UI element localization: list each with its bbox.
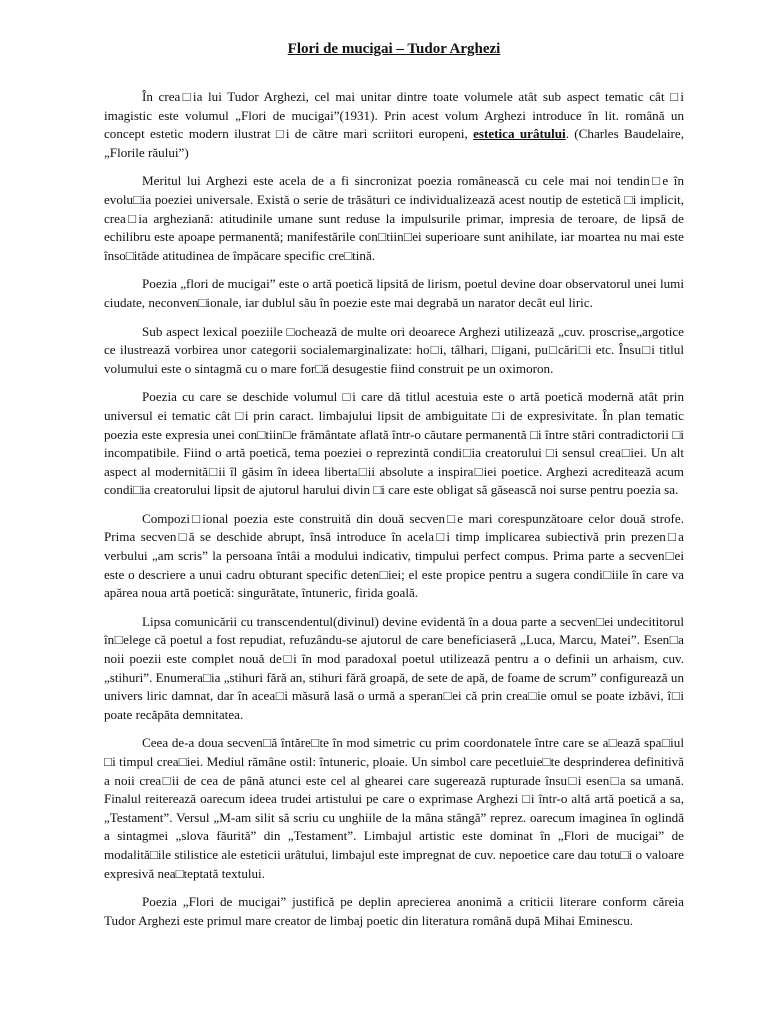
paragraph-9: Poezia „Flori de mucigai” justifică pe deplin aprecierea anonimă a criticii literare conform căreia Tudor Arghezi este primul mare creator de limbaj poetic din literatura română după Mihai Eminescu.	[104, 894, 684, 928]
paragraph-1-text-after: . (Charles Baudelaire, „Florile răului”)	[104, 126, 684, 160]
document-title: Flori de mucigai – Tudor Arghezi	[287, 41, 501, 57]
paragraph-7: Lipsa comunicării cu transcendentul(divinul) devine evidentă în a doua parte a secven□ei undecititorul în□elege că poetul a fost repudiat, refuzându-se ajutorul de care beneficiaseră „Luca, Marcu, Matei”. Esen□a noii poezii este complet nouă de□i în mod paradoxal poetul utilizează pentru a o definii un arhaism, cuv. „stihuri”. Enumera□ia „stihuri fără an, stihuri fără groapă, de sete de apă, de foame de scrum” configurează un univers liric damnat, dar în acea□i măsură lasă o urmă a speran□ei că prin crea□ie omul se poate izbăvi, î□i poate recăpăta demnitatea.	[104, 613, 684, 722]
document-page	[104, 40, 684, 940]
paragraph-1	[104, 88, 684, 162]
paragraph-6: Compozi□ional poezia este construită din două secven□e mari corespunzătoare celor două strofe. Prima secven□ă se deschide abrupt, însă introduce în acela□i timp implicarea subiectivă prin prezen□a verbului „am scris” la persoana întâi a modului indicativ, timpului perfect compus. Prima parte a secven□ei este o descriere a unui cadru obturant specific deten□iei; el este propice pentru a sugera condi□iile în care va apărea noua artă poetică: singurătate, întuneric, firida goală.	[104, 510, 684, 601]
paragraph-1-text-before: În crea□ia lui Tudor Arghezi, cel mai unitar dintre toate volumele atât sub aspect tematic cât □i imagistic este volumul „Flori de mucigai”(1931). Prin acest volum Arghezi introduce în lit. română un concept estetic modern ilustrat □i de către mari scriitori europeni,	[104, 89, 684, 142]
paragraph-8: Ceea de-a doua secven□ă întăre□te în mod simetric cu prim coordonatele între care se a□ează spa□iul □i timpul crea□iei. Mediul rămâne ostil: întuneric, ploaie. Un simbol care pecetluie□te desprinderea definitivă a noii crea□ii de cea de până atunci este cel al ghearei care sugerează rupturade însu□i esen□a sa umană. Finalul reiterează oarecum ideea trudei artistului pe care o exprimase Arghezi □i într-o altă artă poetică a sa, „Testament”. Versul „M-am silit să scriu cu unghiile de la mâna stângă” reprez. oarecum imaginea în oglindă a sintagmei „slova făurită” din „Testament”. Limbajul artistic este dominat în „Flori de mucigai” de modalită□ile stilistice ale esteticii urâtului, limbajul este impregnat de cuv. nepoetice care dau totu□i o valoare expresivă nea□teptată textului.	[104, 735, 684, 881]
paragraph-3: Poezia „flori de mucigai” este o artă poetică lipsită de lirism, poetul devine doar observatorul unei lumi ciudate, neconven□ionale, iar dublul său în poezie este mai degrabă un narator decât eul liric.	[104, 276, 684, 310]
paragraph-5: Poezia cu care se deschide volumul □i care dă titlul acestuia este o artă poetică modernă atât prin universul ei tematic cât □i prin caract. limbajului lipsit de ambiguitate □i de expresivitate. În plan tematic poezia este expresia unei con□tiin□e frământate aflată într-o căutare permanentă □i între stări contradictorii □i incompatibile. Fiind o artă poetică, tema poeziei o reprezintă condi□ia creatorului □i sensul crea□iei. Un alt aspect al modernită□ii îl găsim în ideea liberta□ii absolute a inspira□iei poetice. Arghezi acreditează acum condi□ia creatorului lipsit de ajutorul harului divin □i care este obligat să găsească noi surse pentru poezia sa.	[104, 389, 684, 498]
paragraph-1-emphasis: estetica urâtului	[473, 126, 566, 142]
paragraph-2: Meritul lui Arghezi este acela de a fi sincronizat poezia românească cu cele mai noi tendin□e în evolu□ia poeziei universale. Există o serie de trăsături ce individualizează acest noutip de estetică □i implicit, crea□ia argheziană: atitudinile umane sunt reduse la impulsurile primar, impresia de teroare, de lipsă de echilibru este apoape permanentă; manifestările con□tiin□ei superioare sunt anihilate, iar moartea nu mai este înso□ităde atitudinea de împăcare specific cre□tină.	[104, 173, 684, 263]
paragraph-4: Sub aspect lexical poeziile □ochează de multe ori deoarece Arghezi utilizează „cuv. proscrise„argotice ce ilustrează vorbirea unor categorii socialemarginalizate: ho□i, tâlhari, □igani, pu□cări□i etc. Însu□i titlul volumului este o sintagmă cu o mare for□ă desugestie fiind construit pe un oximoron.	[104, 323, 684, 376]
